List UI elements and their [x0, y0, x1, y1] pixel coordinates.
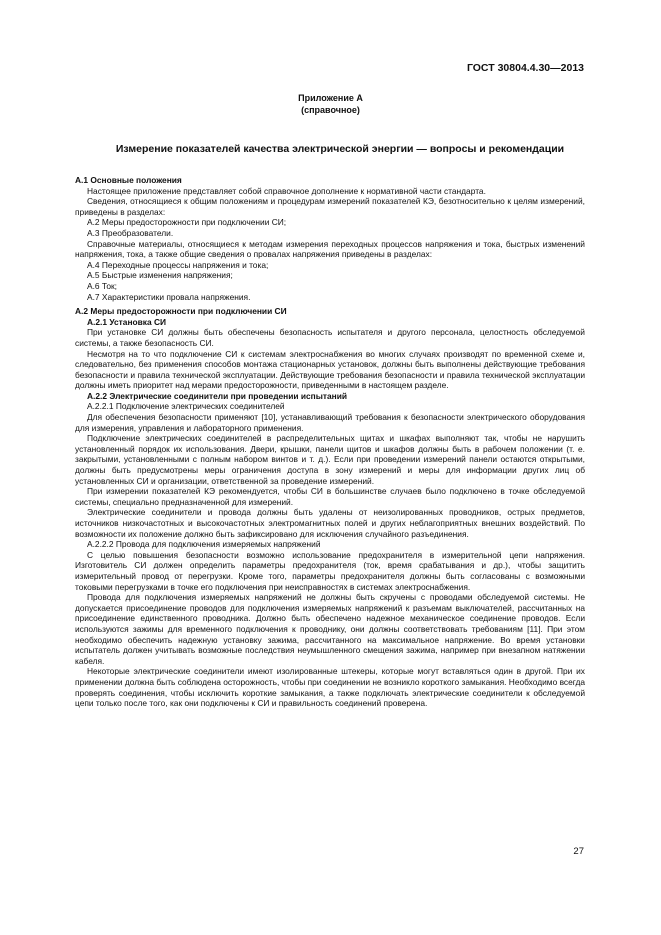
section-heading: А.2 Меры предосторожности при подключении СИ	[75, 306, 287, 317]
list-item: А.6 Ток;	[87, 280, 118, 291]
appendix-title: Измерение показателей качества электрической энергии — вопросы и рекомендации	[115, 143, 565, 155]
paragraph: С целью повышения безопасности возможно использование предохранителя в измерительной цепи напряжения. Изготовитель СИ должен определить параметры предохранителя (ток, время срабатывания и др.), чтобы защитить измерительный провод от перегрузки. Кроме того, параметры предохранителя должны быть согласованы с возможными токовыми перегрузками в точке его подключения при неисправностях в системах электроснабжения.	[75, 549, 585, 592]
list-item: А.7 Характеристики провала напряжения.	[87, 291, 251, 302]
paragraph: Некоторые электрические соединители имеют изолированные штекеры, которые могут вставляться один в другой. При их применении должна быть соблюдена осторожность, чтобы при соединении не возникло короткого замыкания. Необходимо всегда проверять соединения, чтобы исключить короткие замыкания, а также подключать электрические соединители к обследуемой цепи только после того, как они подключены к СИ и правильность соединений проверена.	[75, 666, 585, 709]
paragraph: Несмотря на то что подключение СИ к системам электроснабжения во многих случаях производят по временной схеме и, следовательно, без применения способов монтажа стационарных установок, должны быть выполнены действующие требования безопасности и правила технической эксплуатации. Действующие требования безопасности и правила технической эксплуатации должны иметь приоритет над мерами предосторожности, приведенными в настоящем разделе.	[75, 348, 585, 391]
subsection-heading: А.2.2 Электрические соединители при проведении испытаний	[87, 390, 347, 401]
list-item: А.4 Переходные процессы напряжения и тока;	[87, 259, 269, 270]
section-heading: А.1 Основные положения	[75, 175, 182, 185]
paragraph: Сведения, относящиеся к общим положениям и процедурам измерений показателей КЭ, безотносительно к целям измерений, приведены в разделах:	[75, 196, 585, 217]
paragraph: Для обеспечения безопасности применяют [10], устанавливающий требования к безопасности электрического оборудования для измерения, управления и лабораторного применения.	[75, 412, 585, 433]
document-body	[75, 172, 585, 709]
list-item: А.3 Преобразователи.	[87, 227, 174, 238]
appendix-label: Приложение А	[298, 93, 363, 103]
paragraph: Настоящее приложение представляет собой справочное дополнение к нормативной части стандарта.	[87, 185, 486, 196]
appendix-note: (справочное)	[301, 105, 360, 115]
list-item: А.2 Меры предосторожности при подключении СИ;	[87, 217, 287, 228]
appendix-heading	[0, 92, 661, 116]
list-item: А.5 Быстрые изменения напряжения;	[87, 270, 233, 281]
document-code: ГОСТ 30804.4.30—2013	[466, 62, 584, 74]
paragraph: Подключение электрических соединителей в распределительных щитах и шкафах выполняют так, чтобы не нарушить установленный порядок их использования. Двери, крышки, панели щитов и шкафов должны быть в рабочем положении (т. е. закрытыми, установленными с полным набором винтов и т. д.). Если при проведении измерений панели остаются открытыми, должны быть предусмотрены меры ограничения доступа в зону измерений и меры для информации других лиц об установленных СИ и организации, ответственной за проведение измерений.	[75, 433, 585, 486]
paragraph: При измерении показателей КЭ рекомендуется, чтобы СИ в большинстве случаев было подключено в точке обследуемой системы, специально предназначенной для измерений.	[75, 486, 585, 507]
clause-heading: А.2.2.1 Подключение электрических соединителей	[87, 401, 285, 412]
clause-heading: А.2.2.2 Провода для подключения измеряемых напряжений	[87, 539, 321, 550]
paragraph: Электрические соединители и провода должны быть удалены от неизолированных проводников, острых предметов, источников низкочастотных и высокочастотных электромагнитных полей и других неблагоприятных внешних воздействий. По возможности их положение должно быть зафиксировано для исключения случайного разъединения.	[75, 507, 585, 539]
paragraph: Справочные материалы, относящиеся к методам измерения переходных процессов напряжения и тока, быстрых изменений напряжения, тока, а также общие сведения о провалах напряжения приведены в разделах:	[75, 238, 585, 260]
paragraph: При установке СИ должны быть обеспечены безопасность испытателя и другого персонала, целостность обследуемой системы, а также безопасность СИ.	[75, 327, 585, 348]
paragraph: Провода для подключения измеряемых напряжений не должны быть скручены с проводами обследуемой системы. Не допускается присоединение проводов для подключения измеряемых напряжений к разъемам выключателей, рассчитанных на присоединение единственного проводника. Должно быть обеспечено надежное механическое соединение проводов. Если используются зажимы для временного подключения к проводнику, они должны соответствовать требованиям [11]. При этом необходимо обеспечить надежную установку зажима, рассчитанного на максимальное напряжение. Во время установки испытатель должен учитывать возможные последствия неумышленного смещения зажима, например при внезапном натяжении кабеля.	[75, 592, 585, 666]
page-number: 27	[573, 846, 584, 857]
subsection-heading: А.2.1 Установка СИ	[87, 316, 167, 327]
